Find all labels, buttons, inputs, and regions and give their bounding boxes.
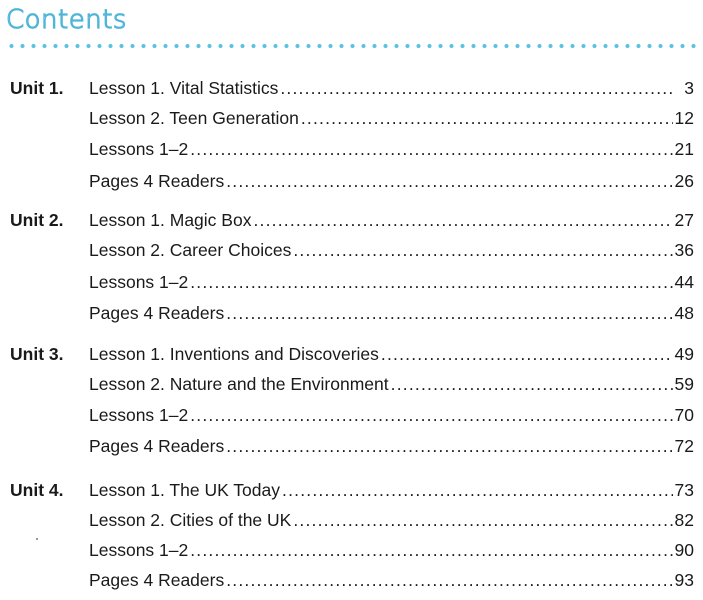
toc-entry[interactable] bbox=[89, 136, 694, 162]
page-number: 49 bbox=[674, 344, 694, 364]
unit-label: Unit 3. bbox=[10, 344, 64, 364]
toc-row bbox=[0, 537, 703, 563]
lesson-title: Pages 4 Readers bbox=[89, 436, 225, 456]
toc-row bbox=[0, 300, 703, 326]
lesson-title: Lesson 2. Nature and the Environment bbox=[89, 374, 389, 394]
page-number: 48 bbox=[674, 303, 694, 323]
toc-entry[interactable] bbox=[89, 341, 694, 367]
scan-speck bbox=[36, 538, 38, 540]
lesson-title: Lessons 1–2 bbox=[89, 540, 189, 560]
toc-entry[interactable] bbox=[89, 105, 694, 131]
lesson-title: Lessons 1–2 bbox=[89, 139, 189, 159]
toc-entry[interactable] bbox=[89, 75, 694, 101]
dot-leader bbox=[253, 207, 672, 233]
page-number: 72 bbox=[674, 436, 694, 456]
toc-entry[interactable] bbox=[89, 507, 694, 533]
toc-entry[interactable] bbox=[89, 433, 694, 459]
page-number: 90 bbox=[674, 540, 694, 560]
page-number: 27 bbox=[674, 210, 694, 230]
page-title: Contents bbox=[6, 5, 127, 35]
unit-label: Unit 4. bbox=[10, 480, 64, 500]
toc-entry[interactable] bbox=[89, 537, 694, 563]
page-number: 73 bbox=[674, 480, 694, 500]
toc-row bbox=[0, 269, 703, 295]
unit-label: Unit 2. bbox=[10, 210, 64, 230]
lesson-title: Lesson 1. The UK Today bbox=[89, 480, 281, 500]
dot-leader bbox=[226, 300, 672, 326]
lesson-title: Pages 4 Readers bbox=[89, 303, 225, 323]
page-number: 3 bbox=[684, 78, 694, 98]
page-number: 59 bbox=[674, 374, 694, 394]
dot-leader bbox=[301, 105, 673, 131]
lesson-title: Lesson 2. Teen Generation bbox=[89, 108, 299, 128]
unit-label: Unit 1. bbox=[10, 78, 64, 98]
toc-row bbox=[0, 341, 703, 367]
toc-row bbox=[0, 371, 703, 397]
dot-leader bbox=[190, 136, 672, 162]
toc-entry[interactable] bbox=[89, 269, 694, 295]
lesson-title: Pages 4 Readers bbox=[89, 570, 225, 590]
dotted-divider bbox=[6, 43, 699, 49]
dot-leader bbox=[381, 341, 673, 367]
dot-leader bbox=[190, 269, 672, 295]
lesson-title: Lesson 2. Cities of the UK bbox=[89, 510, 292, 530]
page-number: 12 bbox=[674, 108, 694, 128]
dot-leader bbox=[293, 237, 672, 263]
toc-entry[interactable] bbox=[89, 168, 694, 194]
toc-row bbox=[0, 207, 703, 233]
dot-leader bbox=[190, 402, 672, 428]
toc-entry[interactable] bbox=[89, 300, 694, 326]
page-number: 70 bbox=[674, 405, 694, 425]
toc-entry[interactable] bbox=[89, 371, 694, 397]
page-number: 21 bbox=[674, 139, 694, 159]
page-number: 93 bbox=[674, 570, 694, 590]
page-number: 82 bbox=[674, 510, 694, 530]
toc-entry[interactable] bbox=[89, 207, 694, 233]
dot-leader bbox=[226, 433, 672, 459]
dot-leader bbox=[293, 507, 672, 533]
toc-row bbox=[0, 433, 703, 459]
dot-leader bbox=[280, 75, 676, 101]
toc-row bbox=[0, 237, 703, 263]
toc-row bbox=[0, 105, 703, 131]
dot-leader bbox=[190, 537, 672, 563]
toc-entry[interactable] bbox=[89, 477, 694, 503]
lesson-title: Lesson 1. Vital Statistics bbox=[89, 78, 279, 98]
toc-row bbox=[0, 507, 703, 533]
page-number: 36 bbox=[674, 240, 694, 260]
lesson-title: Lessons 1–2 bbox=[89, 272, 189, 292]
toc-entry[interactable] bbox=[89, 402, 694, 428]
dot-leader bbox=[226, 168, 672, 194]
dot-leader bbox=[226, 567, 672, 593]
lesson-title: Lesson 2. Career Choices bbox=[89, 240, 292, 260]
toc-row bbox=[0, 567, 703, 593]
toc-row bbox=[0, 168, 703, 194]
page-number: 26 bbox=[674, 171, 694, 191]
lesson-title: Lesson 1. Magic Box bbox=[89, 210, 252, 230]
dot-leader bbox=[282, 477, 673, 503]
toc-entry[interactable] bbox=[89, 567, 694, 593]
lesson-title: Pages 4 Readers bbox=[89, 171, 225, 191]
toc-row bbox=[0, 477, 703, 503]
toc-row bbox=[0, 136, 703, 162]
lesson-title: Lessons 1–2 bbox=[89, 405, 189, 425]
toc-entry[interactable] bbox=[89, 237, 694, 263]
page-number: 44 bbox=[674, 272, 694, 292]
toc-row bbox=[0, 75, 703, 101]
lesson-title: Lesson 1. Inventions and Discoveries bbox=[89, 344, 379, 364]
toc-row bbox=[0, 402, 703, 428]
dot-leader bbox=[391, 371, 673, 397]
